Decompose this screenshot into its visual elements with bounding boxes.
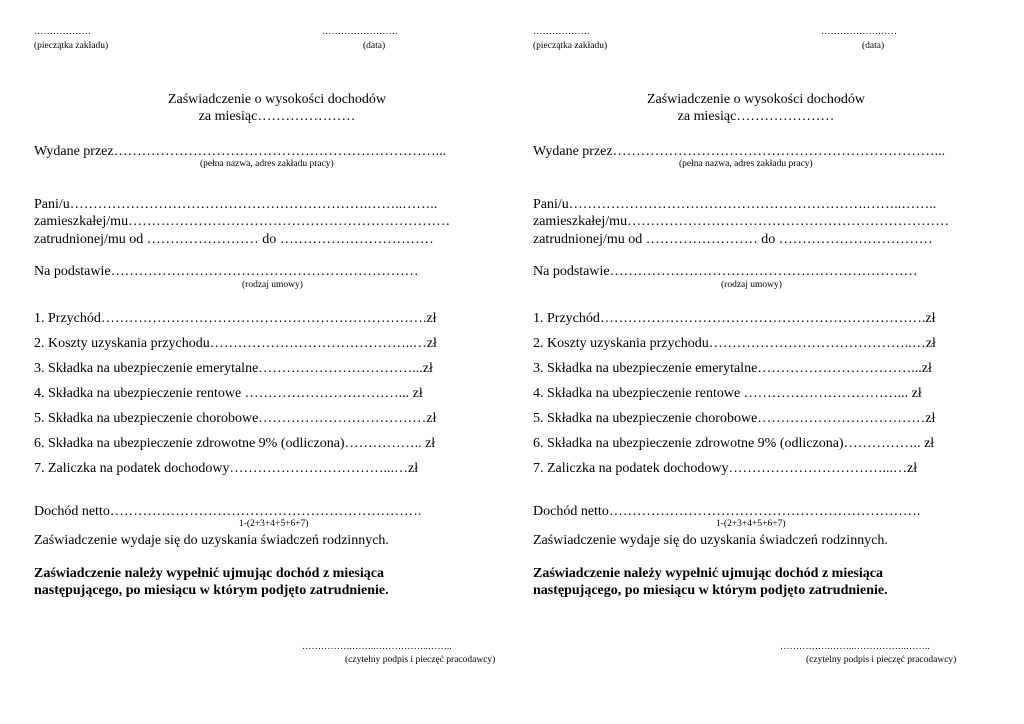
employment-period-line: zatrudnionej/mu od …………………… do ……………………………	[533, 232, 933, 247]
employment-period-line: zatrudnionej/mu od …………………… do ……………………………	[34, 232, 434, 247]
person-name-line: Pani/u……………………………………………………….……..……..	[533, 197, 937, 212]
date-caption: (data)	[363, 41, 386, 51]
item-line: 5. Składka na ubezpieczenie chorobowe………………………………zł	[34, 411, 437, 426]
net-income-formula: 1-(2+3+4+5+6+7)	[239, 519, 309, 529]
person-name-line: Pani/u……………………………………………………….……..……..	[34, 197, 438, 212]
item-line: 3. Składka na ubezpieczenie emerytalne……………………………...zł	[34, 361, 433, 376]
item-line: 2. Koszty uzyskania przychodu……………………………………..…zł	[34, 336, 437, 351]
item-line: 6. Składka na ubezpieczenie zdrowotne 9% (odliczona)…………….. zł	[34, 436, 436, 451]
item-line: 3. Składka na ubezpieczenie emerytalne……………………………...zł	[533, 361, 932, 376]
item-line: 7. Zaliczka na podatek dochodowy……………………………...…zł	[34, 461, 419, 476]
person-address-line: zamieszkałej/mu……………………………………………………………	[34, 214, 451, 229]
net-income-line: Dochód netto………………………………………………………….	[34, 504, 422, 519]
basis-caption: (rodzaj umowy)	[721, 280, 782, 290]
issued-by-line: Wydane przez……………………………………………………………...	[34, 144, 447, 159]
issued-by-line: Wydane przez……………………………………………………………...	[533, 144, 946, 159]
item-line: 4. Składka na ubezpieczenie rentowe ……………………………... zł	[34, 386, 423, 401]
item-line: 4. Składka na ubezpieczenie rentowe ……………………………... zł	[533, 386, 922, 401]
signature-field: …………….……..……………..……..	[302, 642, 452, 652]
notice-text: następującego, po miesiącu w którym podjęto zatrudnienie.	[533, 583, 888, 598]
stamp-caption: (pieczątka zakładu)	[34, 41, 109, 51]
notice-text: Zaświadczenie należy wypełnić ujmując dochód z miesiąca	[34, 566, 384, 581]
purpose-text: Zaświadczenie wydaje się do uzyskania świadczeń rodzinnych.	[533, 533, 888, 548]
signature-caption: (czytelny podpis i pieczęć pracodawcy)	[806, 655, 957, 665]
form-title: Zaświadczenie o wysokości dochodów	[167, 92, 387, 107]
stamp-field: ………………	[533, 27, 590, 37]
date-field: ……………………	[322, 27, 398, 37]
basis-line: Na podstawie…………………………………………………………	[533, 264, 918, 279]
notice-text: następującego, po miesiącu w którym podjęto zatrudnienie.	[34, 583, 389, 598]
form-title-month: za miesiąc…………………	[677, 109, 835, 124]
signature-caption: (czytelny podpis i pieczęć pracodawcy)	[345, 655, 496, 665]
stamp-field: ………………	[34, 27, 91, 37]
date-field: ……………………	[821, 27, 897, 37]
issued-by-caption: (pełna nazwa, adres zakładu pracy)	[200, 159, 334, 169]
net-income-line: Dochód netto………………………………………………………….	[533, 504, 921, 519]
signature-field: …………….……..……………..……..	[780, 642, 930, 652]
form-title-month: za miesiąc…………………	[198, 109, 356, 124]
item-line: 7. Zaliczka na podatek dochodowy……………………………...…zł	[533, 461, 918, 476]
item-line: 5. Składka na ubezpieczenie chorobowe………………………………zł	[533, 411, 936, 426]
item-line: 1. Przychód…………………………………………………………….zł	[533, 311, 936, 326]
notice-text: Zaświadczenie należy wypełnić ujmując dochód z miesiąca	[533, 566, 883, 581]
certificate-form-right	[533, 0, 1023, 724]
basis-line: Na podstawie…………………………………………………………	[34, 264, 419, 279]
net-income-formula: 1-(2+3+4+5+6+7)	[716, 519, 786, 529]
issued-by-caption: (pełna nazwa, adres zakładu pracy)	[679, 159, 813, 169]
item-line: 2. Koszty uzyskania przychodu……………………………………..…zł	[533, 336, 936, 351]
date-caption: (data)	[862, 41, 885, 51]
stamp-caption: (pieczątka zakładu)	[533, 41, 608, 51]
purpose-text: Zaświadczenie wydaje się do uzyskania świadczeń rodzinnych.	[34, 533, 389, 548]
person-address-line: zamieszkałej/mu……………………………………………………………	[533, 214, 950, 229]
form-title: Zaświadczenie o wysokości dochodów	[646, 92, 866, 107]
certificate-form-left	[34, 0, 524, 724]
item-line: 6. Składka na ubezpieczenie zdrowotne 9% (odliczona)…………….. zł	[533, 436, 935, 451]
basis-caption: (rodzaj umowy)	[242, 280, 303, 290]
item-line: 1. Przychód…………………………………………………………….zł	[34, 311, 437, 326]
